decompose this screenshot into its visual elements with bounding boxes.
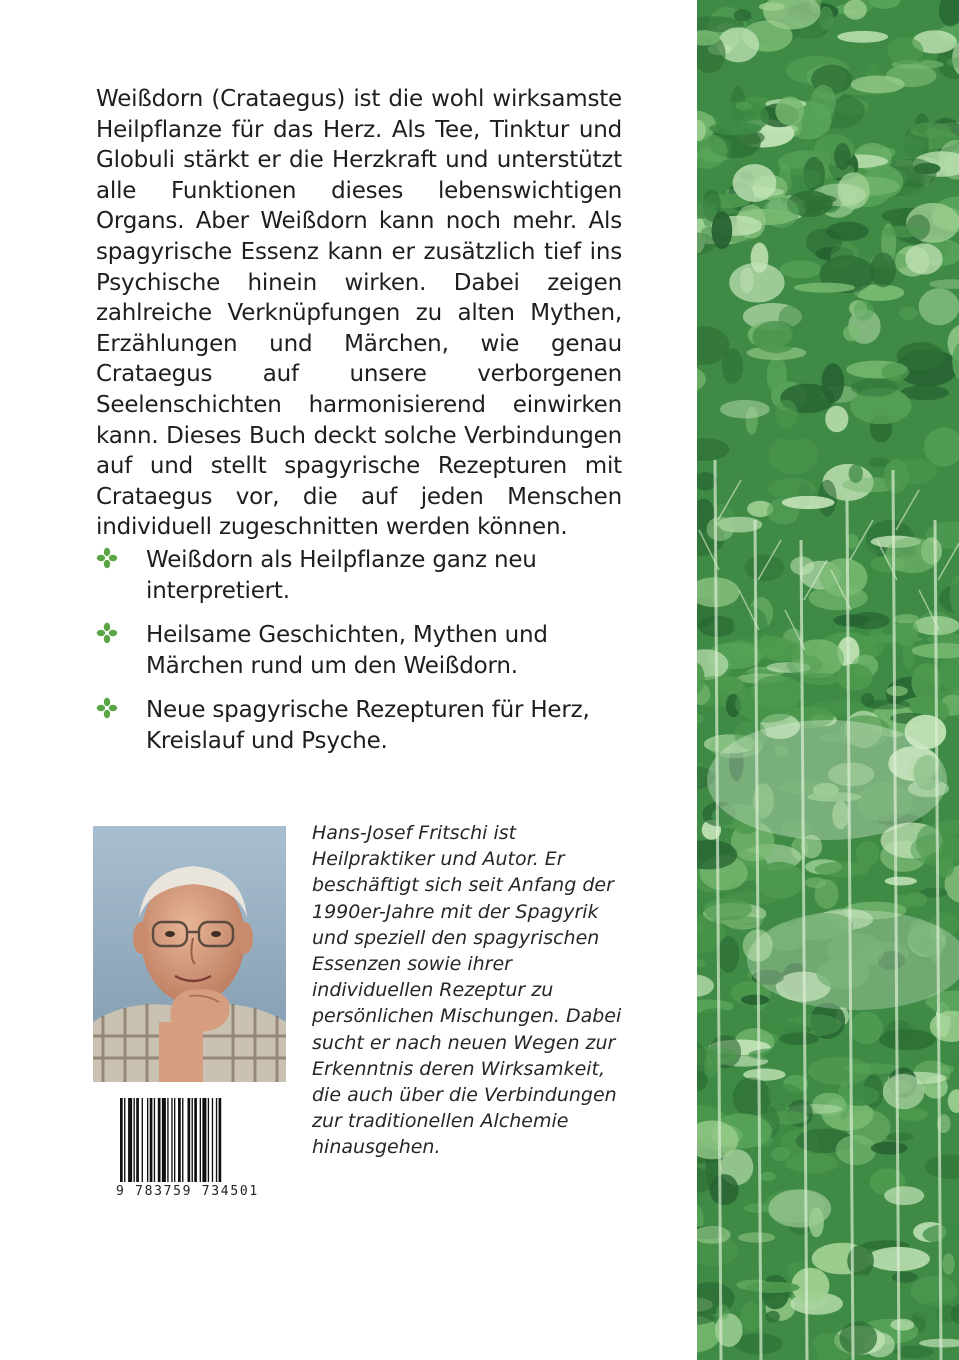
book-blurb: Weißdorn (Crataegus) ist die wohl wirksamste Heilpflanze für das Herz. Als Tee, Tinktur und Globuli stärkt er die Herzkraft und unterstützt alle Funktionen dieses lebenswichtigen Organs. Aber Weißdorn kann noch mehr. Als spagyrische Essenz kann er zusätzlich tief ins Psychische hinein wirken. Dabei zeigen zahlreiche Verknüpfungen zu alten Mythen, Erzählungen und Märchen, wie genau Crataegus auf unsere verborgenen Seelenschichten harmonisierend einwirken kann. Dieses Buch deckt solche Verbindungen auf und stellt spagyrische Rezepturen mit Crataegus vor, die auf jeden Menschen individuell zugeschnitten werden können. — [96, 86, 622, 541]
clover-bullet-icon — [96, 620, 146, 681]
bullet-text: Neue spagyrische Rezepturen für Herz, Kreislauf und Psyche. — [146, 697, 590, 754]
list-item — [96, 620, 622, 681]
isbn-number: 9 783759 734501 — [116, 1184, 259, 1199]
list-item — [96, 545, 622, 606]
bullet-text: Weißdorn als Heilpflanze ganz neu interpretiert. — [146, 547, 537, 604]
bullet-text: Heilsame Geschichten, Mythen und Märchen rund um den Weißdorn. — [146, 622, 548, 679]
author-photo — [93, 826, 286, 1082]
forest-illustration — [697, 0, 959, 1360]
clover-bullet-icon — [96, 545, 146, 606]
author-bio: Hans-Josef Fritschi ist Heilpraktiker und Autor. Er beschäftigt sich seit Anfang der 1990er-Jahre mit der Spagyrik und speziell den spagyrischen Essenzen sowie ihrer individuellen Rezeptur zu persönlichen Mischungen. Dabei sucht er nach neuen Wegen zur Erkenntnis deren Wirksamkeit, die auch über die Verbindungen zur traditionellen Alchemie hinausgehen. — [312, 822, 622, 1159]
feature-list — [96, 545, 622, 770]
back-cover-text — [96, 84, 622, 543]
clover-bullet-icon — [96, 695, 146, 756]
list-item — [96, 695, 622, 756]
